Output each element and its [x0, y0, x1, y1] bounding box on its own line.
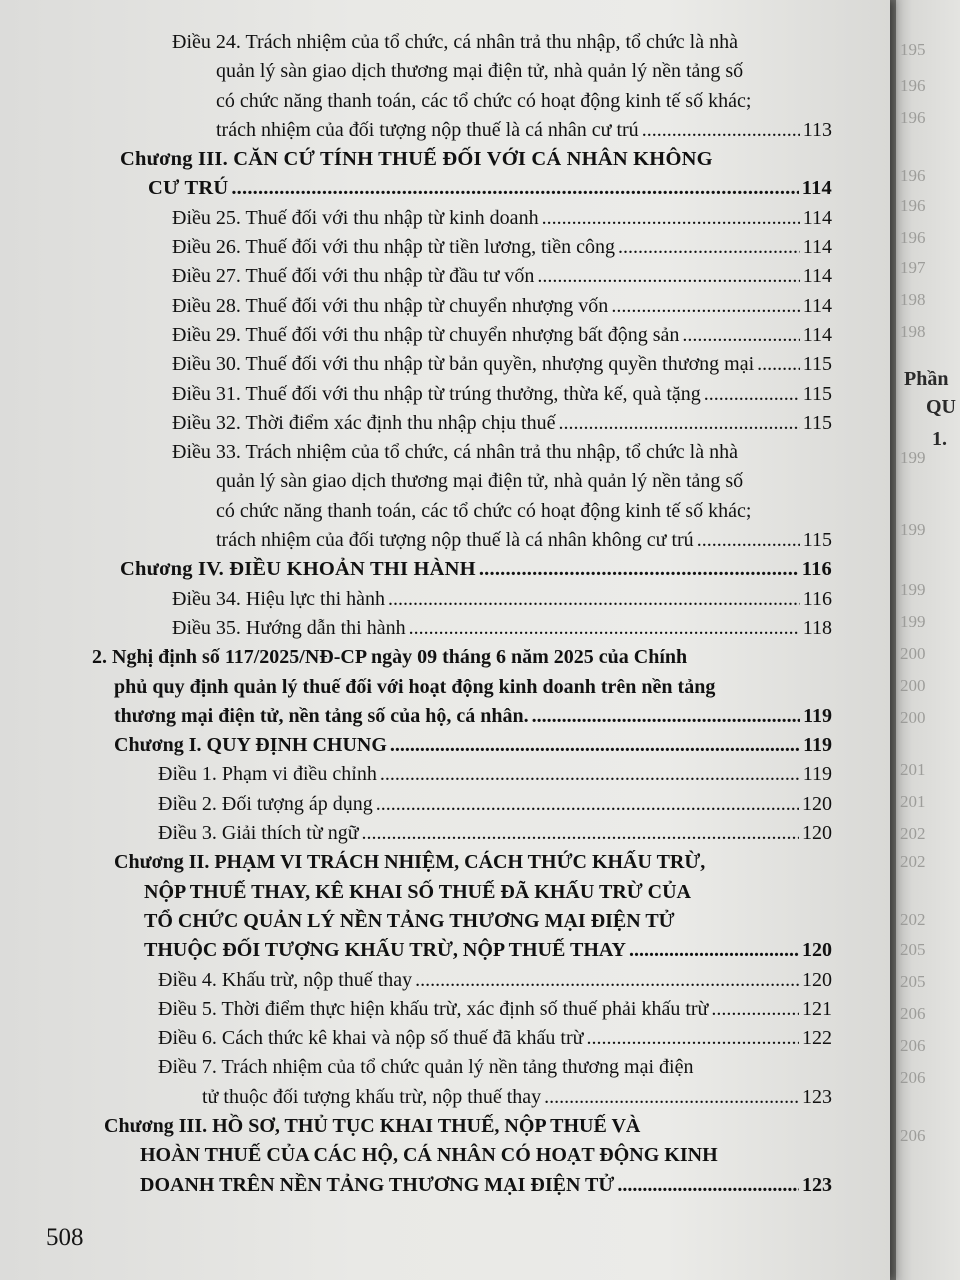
dot-leader	[380, 760, 800, 789]
dot-leader	[697, 526, 800, 555]
toc-page-number: 123	[802, 1173, 832, 1196]
toc-entry-title: Chương III. CĂN CỨ TÍNH THUẾ ĐỐI VỚI CÁ NHÂN KHÔNG	[120, 148, 713, 171]
toc-page-number: 114	[801, 177, 832, 200]
facing-page-ghost-number: 196	[900, 108, 926, 127]
toc-entry	[172, 262, 832, 291]
toc-page-number: 115	[802, 353, 832, 376]
toc-entry-title: 2. Nghị định số 117/2025/NĐ-CP ngày 09 tháng 6 năm 2025 của Chính	[92, 646, 688, 669]
facing-page-ghost-number: 202	[900, 824, 926, 843]
toc-entry-line	[104, 1171, 832, 1200]
facing-page-ghost-number: 199	[900, 612, 926, 631]
toc-page-number: 119	[802, 763, 832, 786]
toc-entry-line	[172, 262, 832, 291]
toc-entry-line	[172, 497, 832, 526]
facing-page-ghost-number: 199	[900, 520, 926, 539]
toc-entry-title: Điều 24. Trách nhiệm của tổ chức, cá nhân trả thu nhập, tổ chức là nhà	[172, 31, 738, 53]
toc-entry	[172, 409, 832, 438]
dot-leader	[704, 380, 800, 409]
dot-leader	[711, 995, 799, 1024]
dot-leader	[642, 116, 800, 145]
toc-entry-line	[172, 204, 832, 233]
toc-entry	[172, 438, 832, 555]
dot-leader	[409, 614, 800, 643]
toc-entry	[158, 966, 832, 995]
toc-entry-line	[158, 1083, 832, 1112]
toc-entry-title: Điều 31. Thuế đối với thu nhập từ trúng thưởng, thừa kế, quà tặng	[172, 382, 701, 405]
toc-page-number: 115	[802, 529, 832, 552]
toc-entry-title: Chương IV. ĐIỀU KHOẢN THI HÀNH	[120, 558, 476, 581]
toc-page-number: 113	[802, 118, 832, 141]
toc-entry-title: trách nhiệm của đối tượng nộp thuế là cá nhân cư trú	[216, 118, 639, 141]
facing-page-ghost-number: 196	[900, 76, 926, 95]
dot-leader	[542, 204, 800, 233]
toc-page-number: 114	[802, 323, 832, 346]
toc-page-number: 119	[803, 734, 832, 757]
toc-entry	[104, 1112, 832, 1200]
toc-entry	[114, 731, 832, 760]
toc-entry-title: Điều 1. Phạm vi điều chỉnh	[158, 763, 377, 786]
dot-leader	[544, 1083, 799, 1112]
toc-page-number: 122	[802, 1027, 832, 1050]
dot-leader	[390, 731, 800, 760]
facing-page-ghost-number: 197	[900, 258, 926, 277]
toc-entry-title: Điều 7. Trách nhiệm của tổ chức quản lý nền tảng thương mại điện	[158, 1056, 694, 1079]
facing-page-ghost-number: 202	[900, 852, 926, 871]
toc-entry-title: Điều 26. Thuế đối với thu nhập từ tiền lương, tiền công	[172, 236, 615, 259]
toc-page-number: 118	[802, 616, 832, 639]
toc-page-number: 120	[802, 792, 832, 815]
toc-entry-line	[172, 585, 832, 614]
facing-page-ghost-number: 200	[900, 644, 926, 663]
facing-page-ghost-number: 198	[900, 290, 926, 309]
facing-page-ghost-number: 200	[900, 708, 926, 727]
toc-entry-title: Điều 35. Hướng dẫn thi hành	[172, 616, 406, 639]
toc-entry	[172, 380, 832, 409]
toc-entry-title: Điều 32. Thời điểm xác định thu nhập chịu thuế	[172, 411, 556, 434]
toc-entry-title: Điều 34. Hiệu lực thi hành	[172, 587, 386, 610]
toc-entry-title: Điều 28. Thuế đối với thu nhập từ chuyển nhượng vốn	[172, 294, 609, 317]
toc-entry-line	[172, 526, 832, 555]
toc-entry-line	[172, 87, 832, 116]
facing-page-ghost-number: 202	[900, 910, 926, 929]
toc-entry	[158, 819, 832, 848]
toc-entry	[158, 1024, 832, 1053]
facing-page-ghost-number: 198	[900, 322, 926, 341]
facing-page-ghost-number: 205	[900, 940, 926, 959]
toc-entry-title: Chương II. PHẠM VI TRÁCH NHIỆM, CÁCH THỨC KHẤU TRỪ,	[114, 851, 706, 874]
toc-entry-line	[114, 731, 832, 760]
toc-entry	[92, 643, 832, 731]
toc-entry-line	[172, 614, 832, 643]
toc-entry-line	[120, 174, 832, 203]
toc-entry	[172, 28, 832, 145]
toc-entry	[158, 995, 832, 1024]
facing-page-ghost-number: 206	[900, 1004, 926, 1023]
toc-entry-title: có chức năng thanh toán, các tổ chức có hoạt động kinh tế số khác;	[216, 89, 752, 112]
toc-entry-title: NỘP THUẾ THAY, KÊ KHAI SỐ THUẾ ĐÃ KHẤU TRỪ CỦA	[144, 880, 691, 903]
toc-entry	[158, 1053, 832, 1112]
toc-entry-title: Điều 33. Trách nhiệm của tổ chức, cá nhân trả thu nhập, tổ chức là nhà	[172, 441, 738, 464]
toc-entry-title: Điều 29. Thuế đối với thu nhập từ chuyển nhượng bất động sản	[172, 323, 680, 346]
toc-entry-title: phủ quy định quản lý thuế đối với hoạt động kinh doanh trên nền tảng	[114, 675, 716, 698]
toc-entry-title: TỔ CHỨC QUẢN LÝ NỀN TẢNG THƯƠNG MẠI ĐIỆN TỬ	[144, 909, 675, 932]
facing-page-ghost-number: 196	[900, 166, 926, 185]
toc-entry-title: thương mại điện tử, nền tảng số của hộ, cá nhân.	[114, 704, 529, 727]
facing-page-ghost-number: 199	[900, 448, 926, 467]
toc-entry	[120, 555, 832, 584]
toc-entry-line	[172, 380, 832, 409]
facing-page-ghost-number: 201	[900, 760, 926, 779]
toc-entry-title: Điều 25. Thuế đối với thu nhập từ kinh doanh	[172, 206, 539, 229]
page-number: 508	[46, 1224, 84, 1251]
toc-entry-line	[158, 1024, 832, 1053]
facing-page-ghost-number: 199	[900, 580, 926, 599]
facing-page-ghost-number: 206	[900, 1126, 926, 1145]
toc-entry-title: Điều 27. Thuế đối với thu nhập từ đầu tư vốn	[172, 265, 535, 288]
toc-entry-line	[158, 790, 832, 819]
dot-leader	[415, 966, 799, 995]
toc-entry-line	[172, 321, 832, 350]
toc-entry	[172, 350, 832, 379]
facing-page-ghost-number: 196	[900, 196, 926, 215]
toc-entry-title: DOANH TRÊN NỀN TẢNG THƯƠNG MẠI ĐIỆN TỬ	[140, 1173, 615, 1196]
toc-entry	[172, 233, 832, 262]
toc-entry-line	[92, 643, 832, 672]
toc-page-number: 114	[802, 236, 832, 259]
dot-leader	[558, 409, 799, 438]
dot-leader	[231, 174, 798, 203]
dot-leader	[611, 292, 799, 321]
toc-entry-line	[172, 28, 832, 57]
dot-leader	[618, 233, 800, 262]
toc-entry-title: Điều 3. Giải thích từ ngữ	[158, 822, 359, 845]
toc-entry-title: Điều 2. Đối tượng áp dụng	[158, 792, 373, 815]
toc-page-number: 120	[802, 968, 832, 991]
toc-entry-title: có chức năng thanh toán, các tổ chức có hoạt động kinh tế số khác;	[216, 499, 752, 522]
toc-entry-line	[114, 907, 832, 936]
toc-page-number: 119	[803, 704, 832, 727]
toc-entry-line	[120, 555, 832, 584]
toc-entry-line	[120, 145, 832, 174]
toc-entry-line	[172, 233, 832, 262]
toc-entry-line	[158, 995, 832, 1024]
toc-entry	[172, 292, 832, 321]
dot-leader	[617, 1171, 799, 1200]
toc-page-number: 116	[802, 587, 832, 610]
toc-entry-line	[172, 438, 832, 467]
toc-entry	[158, 790, 832, 819]
dot-leader	[537, 262, 799, 291]
toc-entry-line	[172, 57, 832, 86]
toc-page-number: 114	[802, 294, 832, 317]
dot-leader	[479, 555, 799, 584]
dot-leader	[682, 321, 799, 350]
facing-page-fragment: 1.	[932, 428, 947, 450]
facing-page-ghost-number: 195	[900, 40, 926, 59]
dot-leader	[757, 350, 800, 379]
toc-entry-line	[92, 673, 832, 702]
toc-entry-line	[114, 848, 832, 877]
facing-page-fragment: QU	[926, 396, 956, 418]
toc-entry-title: tử thuộc đối tượng khấu trừ, nộp thuế thay	[202, 1085, 542, 1108]
toc-entry-title: Điều 6. Cách thức kê khai và nộp số thuế đã khấu trừ	[158, 1027, 584, 1050]
toc-entry-title: CƯ TRÚ	[148, 177, 229, 200]
toc-entry	[172, 614, 832, 643]
toc-entry-title: quản lý sàn giao dịch thương mại điện tử, nhà quản lý nền tảng số	[216, 470, 744, 493]
toc-entry-title: Chương III. HỒ SƠ, THỦ TỤC KHAI THUẾ, NỘP THUẾ VÀ	[104, 1114, 641, 1137]
toc-entry-line	[158, 819, 832, 848]
toc-entry	[172, 204, 832, 233]
toc-page-number: 121	[802, 997, 832, 1020]
facing-page-ghost-number: 196	[900, 228, 926, 247]
dot-leader	[376, 790, 799, 819]
toc-page-number: 120	[802, 822, 832, 845]
toc-page-number: 115	[802, 411, 832, 434]
toc-entry-line	[104, 1112, 832, 1141]
facing-page-ghost-number: 201	[900, 792, 926, 811]
toc-entry	[114, 848, 832, 965]
dot-leader	[532, 702, 800, 731]
dot-leader	[586, 1024, 799, 1053]
toc-entry-title: HOÀN THUẾ CỦA CÁC HỘ, CÁ NHÂN CÓ HOẠT ĐỘNG KINH	[140, 1144, 718, 1167]
toc-entry-line	[114, 878, 832, 907]
facing-page-ghost-number: 206	[900, 1036, 926, 1055]
toc-entry-line	[172, 467, 832, 496]
toc-entry-line	[172, 409, 832, 438]
toc-entry-title: THUỘC ĐỐI TƯỢNG KHẤU TRỪ, NỘP THUẾ THAY	[144, 939, 626, 962]
toc-entry-title: Điều 30. Thuế đối với thu nhập từ bản quyền, nhượng quyền thương mại	[172, 353, 755, 376]
toc-entry	[172, 321, 832, 350]
toc-entry-title: Điều 4. Khấu trừ, nộp thuế thay	[158, 968, 413, 991]
toc-entry-line	[158, 1053, 832, 1082]
toc-entry	[158, 760, 832, 789]
facing-page-ghost-number: 200	[900, 676, 926, 695]
toc-page-number: 114	[802, 206, 832, 229]
toc-page-number: 114	[802, 265, 832, 288]
toc-entry-line	[104, 1141, 832, 1170]
dot-leader	[362, 819, 799, 848]
toc-entry-line	[158, 966, 832, 995]
toc-entry	[172, 585, 832, 614]
toc-entry-line	[114, 936, 832, 965]
dot-leader	[629, 936, 799, 965]
toc-entry-title: Chương I. QUY ĐỊNH CHUNG	[114, 734, 387, 757]
toc-entry-line	[172, 292, 832, 321]
facing-page-ghost-number: 205	[900, 972, 926, 991]
toc-entry-line	[158, 760, 832, 789]
toc-page-number: 123	[802, 1085, 832, 1108]
facing-page-ghost-number: 206	[900, 1068, 926, 1087]
toc-entry-title: Điều 5. Thời điểm thực hiện khấu trừ, xác định số thuế phải khấu trừ	[158, 997, 709, 1020]
toc-entry	[120, 145, 832, 204]
toc-entry-line	[172, 116, 832, 145]
toc-entry-line	[92, 702, 832, 731]
toc-page-number: 115	[802, 382, 832, 405]
toc-entry-line	[172, 350, 832, 379]
table-of-contents	[0, 28, 890, 1200]
facing-page	[896, 0, 960, 1280]
toc-entry-title: quản lý sàn giao dịch thương mại điện tử, nhà quản lý nền tảng số	[216, 60, 744, 83]
toc-page-number: 120	[802, 939, 832, 962]
toc-page-number: 116	[801, 558, 832, 581]
facing-page-fragment: Phần	[904, 368, 949, 390]
dot-leader	[388, 585, 800, 614]
toc-entry-title: trách nhiệm của đối tượng nộp thuế là cá nhân không cư trú	[216, 529, 694, 552]
